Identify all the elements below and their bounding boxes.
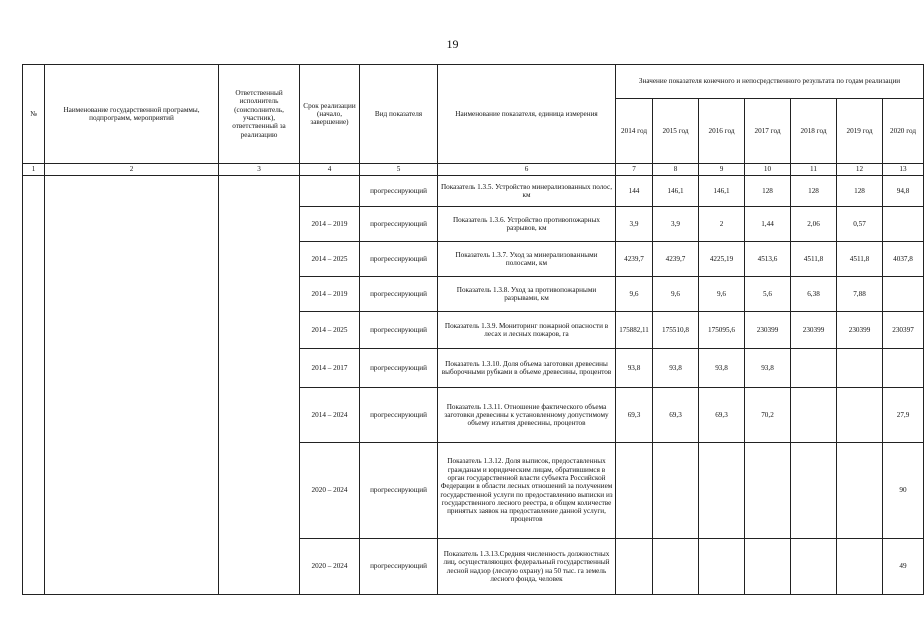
responsible-cell (219, 176, 300, 595)
value-cell: 69,3 (699, 388, 745, 443)
header-indicator-type: Вид показателя (360, 65, 438, 164)
term-cell: 2020 – 2024 (300, 539, 360, 595)
value-cell: 3,9 (616, 207, 653, 242)
value-cell (699, 443, 745, 539)
column-number: 6 (438, 164, 616, 176)
column-number: 12 (837, 164, 883, 176)
value-cell: 4513,6 (745, 242, 791, 277)
value-cell: 6,38 (791, 277, 837, 312)
term-cell: 2014 – 2024 (300, 388, 360, 443)
value-cell (837, 443, 883, 539)
value-cell: 128 (791, 176, 837, 207)
header-responsible: Ответственный исполнитель (соисполнитель, участник), ответственный за реализацию (219, 65, 300, 164)
header-indicator-name: Наименование показателя, единица измерения (438, 65, 616, 164)
indicator-cell: Показатель 1.3.8. Уход за противопожарными разрывами, км (438, 277, 616, 312)
column-number: 1 (23, 164, 45, 176)
value-cell (837, 539, 883, 595)
value-cell (791, 443, 837, 539)
value-cell: 146,1 (699, 176, 745, 207)
value-cell: 230397 (883, 312, 924, 349)
value-cell: 93,8 (616, 349, 653, 388)
header-year: 2017 год (745, 99, 791, 164)
page-number: 19 (446, 37, 459, 51)
value-cell (791, 539, 837, 595)
value-cell: 3,9 (653, 207, 699, 242)
indicator-cell: Показатель 1.3.5. Устройство минерализованных полос, км (438, 176, 616, 207)
value-cell: 175510,8 (653, 312, 699, 349)
indicator-cell: Показатель 1.3.12. Доля выписок, предоставленных гражданам и юридическим лицам, обратившимся в орган государственной власти субъекта Российской Федерации в области лесных отношений за получением государственной услуги по предоставлению выписки из государственного лесного реестра, в общем количестве принятых заявок на предоставление данной услуги, процентов (438, 443, 616, 539)
column-number: 8 (653, 164, 699, 176)
value-cell (883, 207, 924, 242)
header-year: 2018 год (791, 99, 837, 164)
column-number: 3 (219, 164, 300, 176)
type-cell: прогрессирующий (360, 207, 438, 242)
indicator-cell: Показатель 1.3.6. Устройство противопожарных разрывов, км (438, 207, 616, 242)
term-cell: 2014 – 2017 (300, 349, 360, 388)
type-cell: прогрессирующий (360, 312, 438, 349)
value-cell: 93,8 (699, 349, 745, 388)
value-cell: 144 (616, 176, 653, 207)
value-cell: 9,6 (616, 277, 653, 312)
program-cell (45, 176, 219, 595)
indicator-cell: Показатель 1.3.7. Уход за минерализованными полосами, км (438, 242, 616, 277)
header-year: 2016 год (699, 99, 745, 164)
value-cell: 175882,11 (616, 312, 653, 349)
term-cell: 2020 – 2024 (300, 443, 360, 539)
value-cell (791, 388, 837, 443)
value-cell: 90 (883, 443, 924, 539)
value-cell: 69,3 (616, 388, 653, 443)
indicator-cell: Показатель 1.3.10. Доля объема заготовки древесины выборочными рубками в объеме древесины, процентов (438, 349, 616, 388)
value-cell: 128 (745, 176, 791, 207)
value-cell: 93,8 (745, 349, 791, 388)
type-cell: прогрессирующий (360, 539, 438, 595)
value-cell: 175095,6 (699, 312, 745, 349)
column-number: 4 (300, 164, 360, 176)
column-number: 13 (883, 164, 924, 176)
header-num: № (23, 65, 45, 164)
value-cell: 27,9 (883, 388, 924, 443)
term-cell: 2014 – 2025 (300, 242, 360, 277)
num-cell (23, 176, 45, 595)
value-cell (616, 539, 653, 595)
value-cell: 7,88 (837, 277, 883, 312)
value-cell: 4511,8 (837, 242, 883, 277)
type-cell: прогрессирующий (360, 242, 438, 277)
value-cell: 49 (883, 539, 924, 595)
term-cell (300, 176, 360, 207)
value-cell: 93,8 (653, 349, 699, 388)
column-number: 7 (616, 164, 653, 176)
header-program-name: Наименование государственной программы, подпрограмм, мероприятий (45, 65, 219, 164)
type-cell: прогрессирующий (360, 388, 438, 443)
column-number: 5 (360, 164, 438, 176)
value-cell: 2 (699, 207, 745, 242)
value-cell (699, 539, 745, 595)
value-cell: 128 (837, 176, 883, 207)
value-cell (837, 388, 883, 443)
value-cell: 4511,8 (791, 242, 837, 277)
header-year: 2019 год (837, 99, 883, 164)
value-cell: 1,44 (745, 207, 791, 242)
term-cell: 2014 – 2019 (300, 277, 360, 312)
value-cell: 230399 (745, 312, 791, 349)
column-number: 10 (745, 164, 791, 176)
indicator-cell: Показатель 1.3.9. Мониторинг пожарной опасности в лесах и лесных пожаров, га (438, 312, 616, 349)
value-cell (745, 443, 791, 539)
type-cell: прогрессирующий (360, 277, 438, 312)
value-cell: 4225,19 (699, 242, 745, 277)
value-cell: 70,2 (745, 388, 791, 443)
value-cell: 5,6 (745, 277, 791, 312)
value-cell: 94,8 (883, 176, 924, 207)
value-cell (883, 277, 924, 312)
header-year: 2014 год (616, 99, 653, 164)
column-number: 2 (45, 164, 219, 176)
value-cell: 2,06 (791, 207, 837, 242)
value-cell: 230399 (837, 312, 883, 349)
value-cell: 69,3 (653, 388, 699, 443)
value-cell: 4239,7 (616, 242, 653, 277)
column-number: 9 (699, 164, 745, 176)
value-cell (745, 539, 791, 595)
value-cell (616, 443, 653, 539)
value-cell (883, 349, 924, 388)
header-year: 2015 год (653, 99, 699, 164)
term-cell: 2014 – 2019 (300, 207, 360, 242)
column-number: 11 (791, 164, 837, 176)
type-cell: прогрессирующий (360, 176, 438, 207)
header-values-group: Значение показателя конечного и непосредственного результата по годам реализации (616, 65, 924, 99)
value-cell: 146,1 (653, 176, 699, 207)
term-cell: 2014 – 2025 (300, 312, 360, 349)
indicators-table (22, 64, 924, 595)
table-row (23, 176, 924, 207)
indicator-cell: Показатель 1.3.13.Средняя численность должностных лиц, осуществляющих федеральный государственный лесной надзор (лесную охрану) на 50 тыс. га земель лесного фонда, человек (438, 539, 616, 595)
header-term: Срок реализации (начало, завершение) (300, 65, 360, 164)
header-year: 2020 год (883, 99, 924, 164)
value-cell (791, 349, 837, 388)
value-cell: 4239,7 (653, 242, 699, 277)
value-cell: 9,6 (699, 277, 745, 312)
value-cell (653, 539, 699, 595)
value-cell (653, 443, 699, 539)
indicator-cell: Показатель 1.3.11. Отношение фактического объема заготовки древесины к установленному допустимому объему изъятия древесины, процентов (438, 388, 616, 443)
value-cell: 9,6 (653, 277, 699, 312)
value-cell: 4037,8 (883, 242, 924, 277)
value-cell: 230399 (791, 312, 837, 349)
value-cell: 0,57 (837, 207, 883, 242)
type-cell: прогрессирующий (360, 349, 438, 388)
value-cell (837, 349, 883, 388)
type-cell: прогрессирующий (360, 443, 438, 539)
